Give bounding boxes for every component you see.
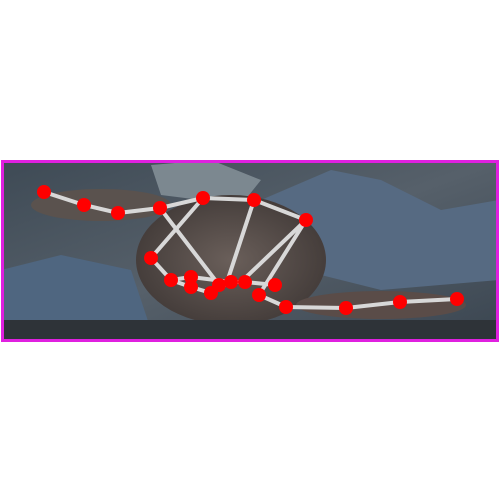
keypoint: [144, 251, 158, 265]
keypoint: [339, 301, 353, 315]
dark-bottom-strip: [1, 320, 499, 342]
keypoint: [184, 280, 198, 294]
keypoint: [238, 275, 252, 289]
keypoint: [252, 288, 266, 302]
keypoint: [37, 185, 51, 199]
keypoint: [196, 191, 210, 205]
keypoint: [279, 300, 293, 314]
keypoint: [212, 278, 226, 292]
keypoint: [299, 213, 313, 227]
hand-pose-image: [1, 160, 499, 342]
keypoint: [111, 206, 125, 220]
pose-canvas: [1, 160, 499, 342]
keypoint: [247, 193, 261, 207]
keypoint: [268, 278, 282, 292]
keypoint: [393, 295, 407, 309]
keypoint: [77, 198, 91, 212]
keypoint: [164, 273, 178, 287]
keypoint: [450, 292, 464, 306]
keypoint: [224, 275, 238, 289]
keypoint: [153, 201, 167, 215]
